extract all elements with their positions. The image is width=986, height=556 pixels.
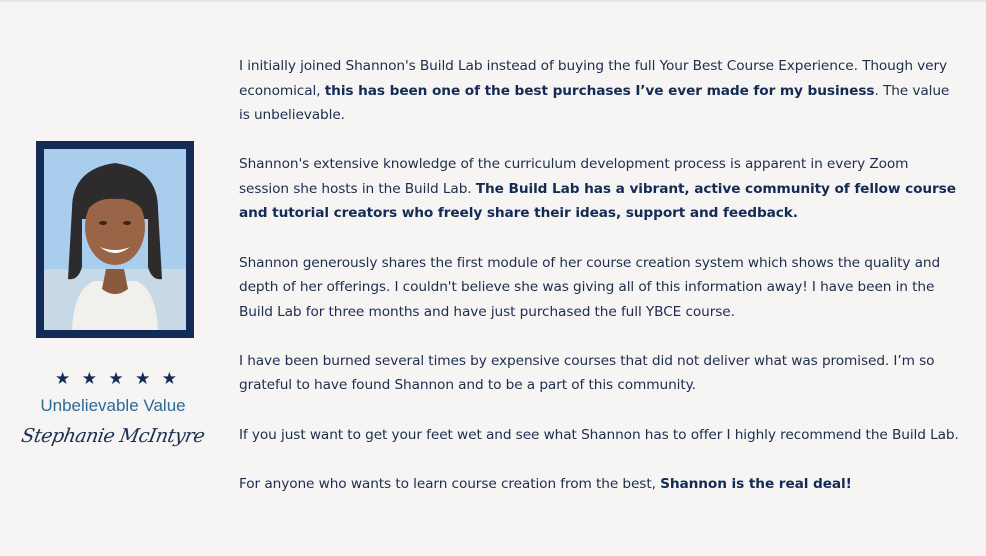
- testimonial-paragraph: [239, 472, 959, 497]
- paragraph-text: I initially joined Shannon's Build Lab instead of buying the full Your Best Course Experience. Though very economical,: [239, 58, 948, 99]
- testimonial-paragraph: [239, 54, 959, 128]
- top-divider: [0, 0, 986, 2]
- paragraph-text: I have been burned several times by expensive courses that did not deliver what was promised. I’m so grateful to have found Shannon and to be a part of this community.: [239, 352, 935, 394]
- testimonial-text: [239, 54, 959, 521]
- testimonial-paragraph: [239, 349, 959, 398]
- star-icon: ★: [135, 369, 151, 389]
- paragraph-text: If you just want to get your feet wet and see what Shannon has to offer I highly recommend the Build Lab.: [239, 426, 959, 443]
- testimonial-paragraph: [239, 251, 959, 325]
- paragraph-text: Shannon's extensive knowledge of the curriculum development process is apparent in every Zoom session she hosts in the Build Lab.: [239, 156, 909, 197]
- star-icon: ★: [81, 369, 97, 389]
- paragraph-text: For anyone who wants to learn course creation from the best,: [239, 475, 661, 492]
- paragraph-highlight: this has been one of the best purchases I’ve ever made for my business: [324, 82, 875, 99]
- reviewer-photo: [44, 149, 186, 330]
- star-icon: ★: [55, 369, 71, 389]
- paragraph-highlight: The Build Lab has a vibrant, active community of fellow course and tutorial creators who freely share their ideas, support and feedback.: [239, 180, 956, 222]
- star-icon: ★: [161, 369, 177, 389]
- reviewer-signature: Stephanie McIntyre: [19, 425, 207, 447]
- rating-title: Unbelievable Value: [40, 396, 186, 415]
- paragraph-highlight: Shannon is the real deal!: [660, 475, 852, 492]
- star-icon: ★: [108, 369, 124, 389]
- testimonial-paragraph: [239, 152, 959, 226]
- testimonial-paragraph: [239, 423, 959, 448]
- paragraph-text: Shannon generously shares the first module of her course creation system which shows the quality and depth of her offerings. I couldn't believe she was giving all of this information away! I have been in the Build Lab for three months and have just purchased the full YBCE course.: [239, 254, 941, 320]
- star-rating: [55, 371, 177, 388]
- reviewer-photo-frame: [36, 141, 194, 338]
- paragraph-text: . The value is unbelievable.: [239, 82, 950, 124]
